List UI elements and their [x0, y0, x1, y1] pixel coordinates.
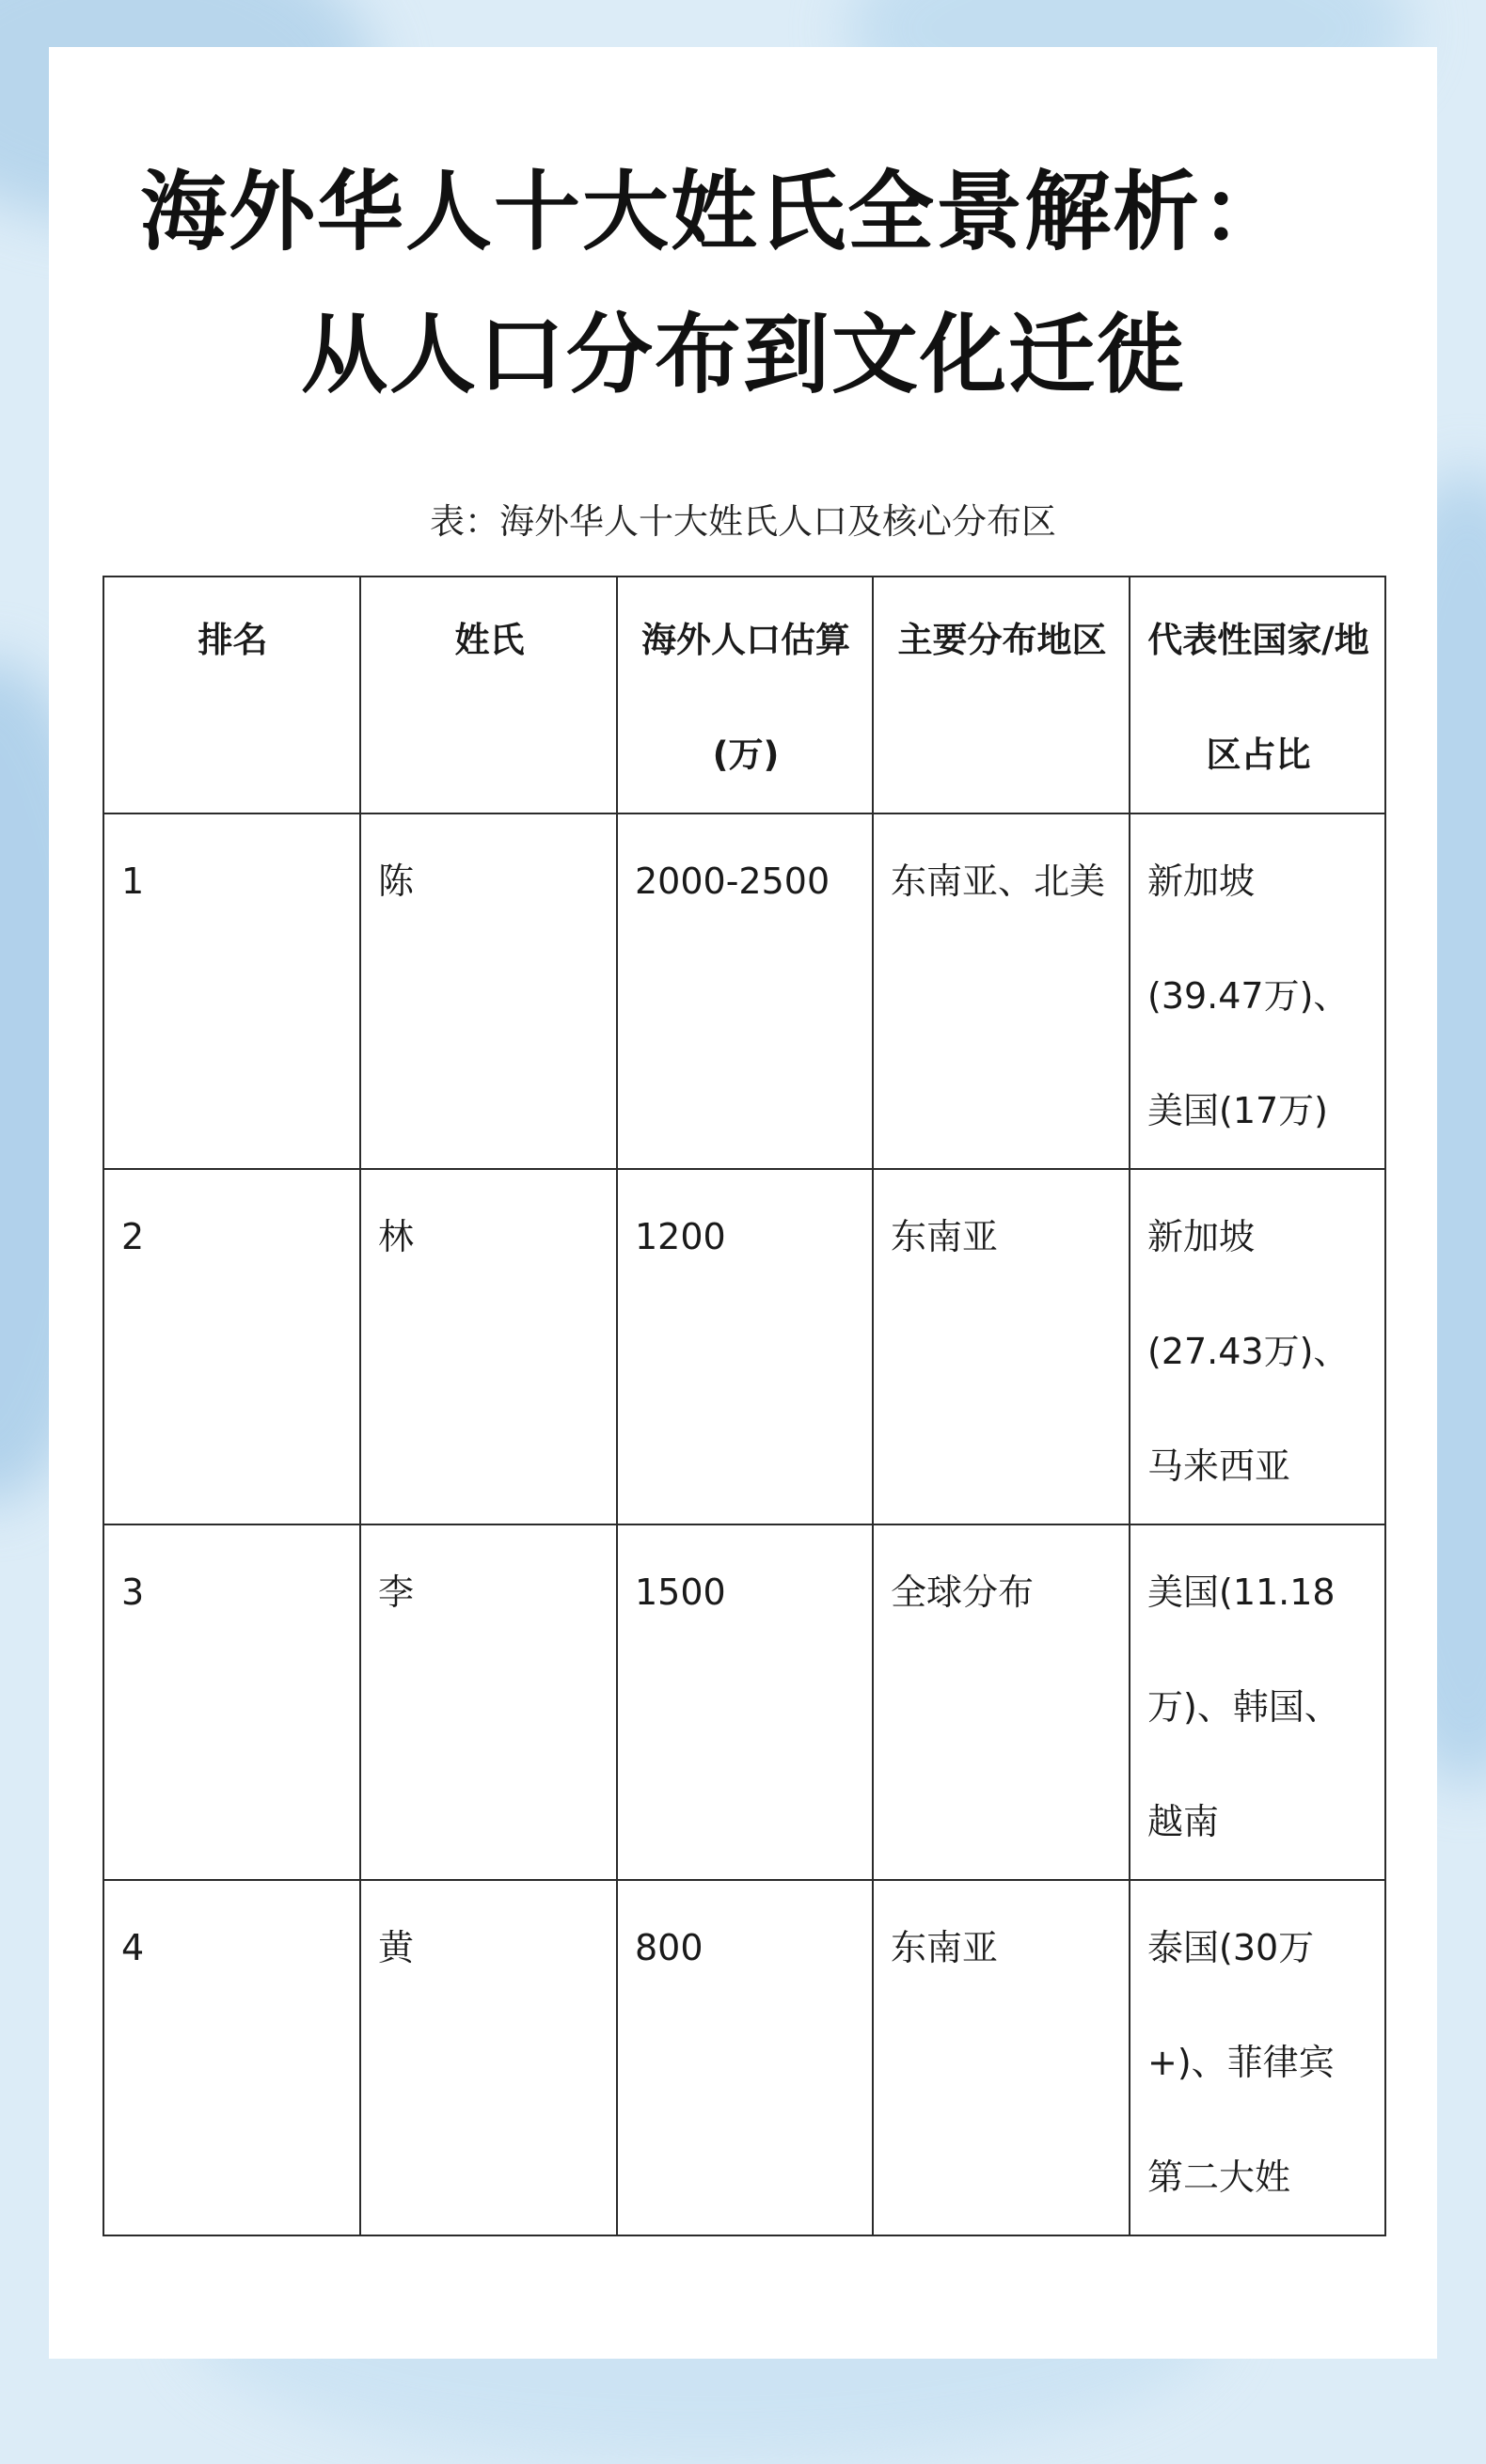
cell-region: 全球分布 [873, 1524, 1130, 1880]
cell-surname: 黄 [360, 1880, 617, 2235]
cell-rank: 1 [103, 813, 360, 1169]
cell-population: 800 [617, 1880, 873, 2235]
title-line-1: 海外华人十大姓氏全景解析： [139, 162, 1289, 262]
title-line-2: 从人口分布到文化迁徙 [300, 305, 1185, 405]
header-country-share: 代表性国家/地区占比 [1130, 577, 1385, 813]
cell-region: 东南亚 [873, 1169, 1130, 1524]
cell-country-share: 新加坡(39.47万)、美国(17万) [1130, 813, 1385, 1169]
cell-region: 东南亚、北美 [873, 813, 1130, 1169]
surname-table [103, 576, 1386, 2236]
cell-rank: 3 [103, 1524, 360, 1880]
cell-population: 2000-2500 [617, 813, 873, 1169]
page-title [49, 141, 1437, 427]
header-population: 海外人口估算(万) [617, 577, 873, 813]
table-row [103, 1880, 1385, 2235]
cell-country-share: 新加坡(27.43万)、马来西亚 [1130, 1169, 1385, 1524]
paper-sheet [49, 47, 1437, 2359]
cell-country-share: 泰国(30万+)、菲律宾第二大姓 [1130, 1880, 1385, 2235]
cell-rank: 4 [103, 1880, 360, 2235]
cell-country-share: 美国(11.18万)、韩国、越南 [1130, 1524, 1385, 1880]
table-row [103, 1524, 1385, 1880]
header-rank: 排名 [103, 577, 360, 813]
header-region: 主要分布地区 [873, 577, 1130, 813]
cell-surname: 林 [360, 1169, 617, 1524]
cell-surname: 陈 [360, 813, 617, 1169]
cell-region: 东南亚 [873, 1880, 1130, 2235]
table-caption: 表：海外华人十大姓氏人口及核心分布区 [430, 501, 1056, 542]
table-row [103, 1169, 1385, 1524]
cell-population: 1500 [617, 1524, 873, 1880]
header-surname: 姓氏 [360, 577, 617, 813]
cell-rank: 2 [103, 1169, 360, 1524]
cell-surname: 李 [360, 1524, 617, 1880]
table-header-row [103, 577, 1385, 813]
table-row [103, 813, 1385, 1169]
cell-population: 1200 [617, 1169, 873, 1524]
